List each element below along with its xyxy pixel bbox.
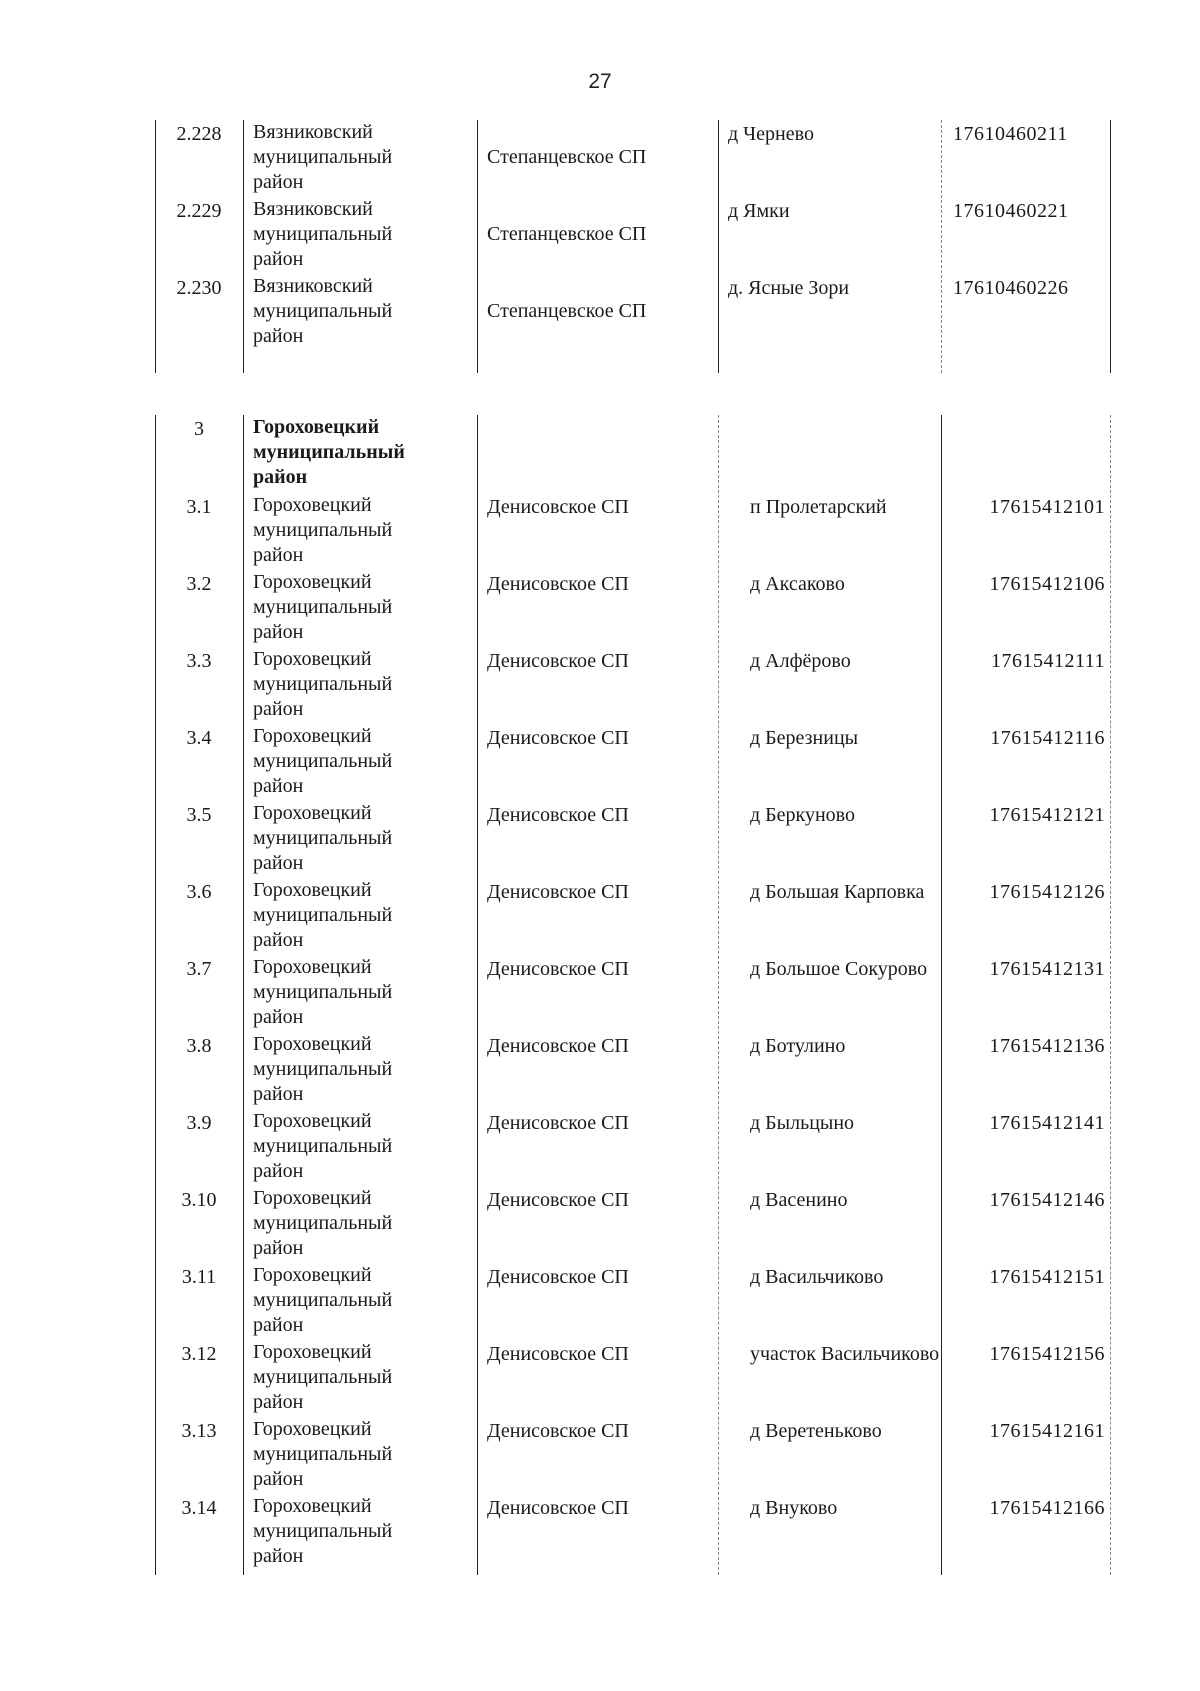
district-name: Гороховецкий муниципальный район xyxy=(253,1341,393,1413)
row-number: 2.230 xyxy=(176,277,222,299)
district-name: Гороховецкий муниципальный район xyxy=(253,1187,393,1259)
oktmo-code: 17615412141 xyxy=(989,1112,1105,1134)
oktmo-code: 17615412106 xyxy=(989,573,1105,595)
table-border-right xyxy=(1110,120,1111,373)
locality-name: д. Ясные Зори xyxy=(728,277,850,299)
settlement-name: Денисовское СП xyxy=(487,1343,629,1365)
locality-name: д Алфёрово xyxy=(750,650,851,672)
oktmo-code: 17615412146 xyxy=(989,1189,1105,1211)
locality-name: д Ботулино xyxy=(750,1035,846,1057)
district-name: Гороховецкий муниципальный район xyxy=(253,1033,393,1105)
row-number: 3.14 xyxy=(181,1497,217,1519)
row-number: 3.1 xyxy=(186,496,212,518)
oktmo-code: 17615412111 xyxy=(990,650,1105,672)
section-heading-row xyxy=(155,415,1110,493)
oktmo-code: 17615412116 xyxy=(990,727,1105,749)
table-row xyxy=(155,878,1110,955)
table-row xyxy=(155,1340,1110,1417)
oktmo-code: 17610460211 xyxy=(953,123,1068,145)
locality-name: д Ямки xyxy=(728,200,790,222)
district-name: Гороховецкий муниципальный район xyxy=(253,648,393,720)
oktmo-code: 17615412126 xyxy=(989,881,1105,903)
locality-name: д Большое Сокурово xyxy=(750,958,928,980)
table-row xyxy=(155,120,1110,197)
table-row xyxy=(155,1263,1110,1340)
settlement-name: Денисовское СП xyxy=(487,650,629,672)
row-number: 2.228 xyxy=(176,123,222,145)
row-number: 3.11 xyxy=(181,1266,217,1288)
row-number: 3.12 xyxy=(181,1343,217,1365)
table-border-right xyxy=(1110,415,1111,1575)
district-name: Гороховецкий муниципальный район xyxy=(253,571,393,643)
row-number: 3.2 xyxy=(186,573,212,595)
row-number: 3.4 xyxy=(186,727,212,749)
locality-name: д Васенино xyxy=(750,1189,848,1211)
oktmo-code: 17615412136 xyxy=(989,1035,1105,1057)
settlement-name: Денисовское СП xyxy=(487,1189,629,1211)
district-name: Гороховецкий муниципальный район xyxy=(253,802,393,874)
district-name: Гороховецкий муниципальный район xyxy=(253,1264,393,1336)
row-number: 3.13 xyxy=(181,1420,217,1442)
settlement-name: Степанцевское СП xyxy=(487,223,647,245)
table-gorokhovetsky xyxy=(155,415,1110,1571)
locality-name: д Внуково xyxy=(750,1497,838,1519)
oktmo-code: 17610460221 xyxy=(953,200,1069,222)
table-row xyxy=(155,493,1110,570)
table-row xyxy=(155,1109,1110,1186)
settlement-name: Денисовское СП xyxy=(487,496,629,518)
settlement-name: Денисовское СП xyxy=(487,1266,629,1288)
oktmo-code: 17615412166 xyxy=(989,1497,1105,1519)
settlement-name: Денисовское СП xyxy=(487,804,629,826)
settlement-name: Денисовское СП xyxy=(487,1420,629,1442)
locality-name: д Беркуново xyxy=(750,804,855,826)
district-name: Вязниковский муниципальный район xyxy=(253,275,393,347)
district-name: Вязниковский муниципальный район xyxy=(253,198,393,270)
settlement-name: Денисовское СП xyxy=(487,958,629,980)
oktmo-code: 17610460226 xyxy=(953,277,1069,299)
row-number: 3.10 xyxy=(181,1189,217,1211)
settlement-name: Денисовское СП xyxy=(487,1497,629,1519)
district-name: Гороховецкий муниципальный район xyxy=(253,956,393,1028)
settlement-name: Степанцевское СП xyxy=(487,300,647,322)
settlement-name: Денисовское СП xyxy=(487,1112,629,1134)
oktmo-code: 17615412156 xyxy=(989,1343,1105,1365)
settlement-name: Денисовское СП xyxy=(487,881,629,903)
row-number: 3.6 xyxy=(186,881,212,903)
district-name: Гороховецкий муниципальный район xyxy=(253,1418,393,1490)
oktmo-code: 17615412161 xyxy=(989,1420,1105,1442)
locality-name: д Быльцыно xyxy=(750,1112,855,1134)
locality-name: д Березницы xyxy=(750,727,859,749)
oktmo-code: 17615412131 xyxy=(989,958,1105,980)
row-number: 3.5 xyxy=(186,804,212,826)
oktmo-code: 17615412121 xyxy=(989,804,1105,826)
row-number: 3.3 xyxy=(186,650,212,672)
table-vyaznikovsky xyxy=(155,120,1110,351)
locality-name: участок Васильчиково xyxy=(750,1343,940,1365)
oktmo-code: 17615412101 xyxy=(989,496,1105,518)
locality-name: д Большая Карповка xyxy=(750,881,925,903)
settlement-name: Денисовское СП xyxy=(487,573,629,595)
row-number: 3.8 xyxy=(186,1035,212,1057)
table-row xyxy=(155,197,1110,274)
locality-name: д Чернево xyxy=(728,123,814,145)
table-row xyxy=(155,955,1110,1032)
district-name: Гороховецкий муниципальный район xyxy=(253,879,393,951)
row-number: 3.7 xyxy=(186,958,212,980)
locality-name: п Пролетарский xyxy=(750,496,887,518)
table-row xyxy=(155,1032,1110,1109)
row-number: 2.229 xyxy=(176,200,222,222)
settlement-name: Денисовское СП xyxy=(487,727,629,749)
table-row xyxy=(155,724,1110,801)
locality-name: д Васильчиково xyxy=(750,1266,884,1288)
settlement-name: Степанцевское СП xyxy=(487,146,647,168)
district-name: Гороховецкий муниципальный район xyxy=(253,1495,393,1567)
section-number: 3 xyxy=(194,418,204,440)
table-row xyxy=(155,801,1110,878)
table-row xyxy=(155,1186,1110,1263)
page-number: 27 xyxy=(588,70,612,93)
table-row xyxy=(155,647,1110,724)
locality-name: д Веретеньково xyxy=(750,1420,882,1442)
district-name: Гороховецкий муниципальный район xyxy=(253,1110,393,1182)
table-row xyxy=(155,274,1110,351)
row-number: 3.9 xyxy=(186,1112,212,1134)
table-row xyxy=(155,1494,1110,1571)
table-row xyxy=(155,1417,1110,1494)
section-title: Гороховецкий муниципальный район xyxy=(253,416,405,488)
oktmo-code: 17615412151 xyxy=(989,1266,1105,1288)
locality-name: д Аксаково xyxy=(750,573,845,595)
district-name: Гороховецкий муниципальный район xyxy=(253,725,393,797)
district-name: Вязниковский муниципальный район xyxy=(253,121,393,193)
district-name: Гороховецкий муниципальный район xyxy=(253,494,393,566)
table-row xyxy=(155,570,1110,647)
settlement-name: Денисовское СП xyxy=(487,1035,629,1057)
